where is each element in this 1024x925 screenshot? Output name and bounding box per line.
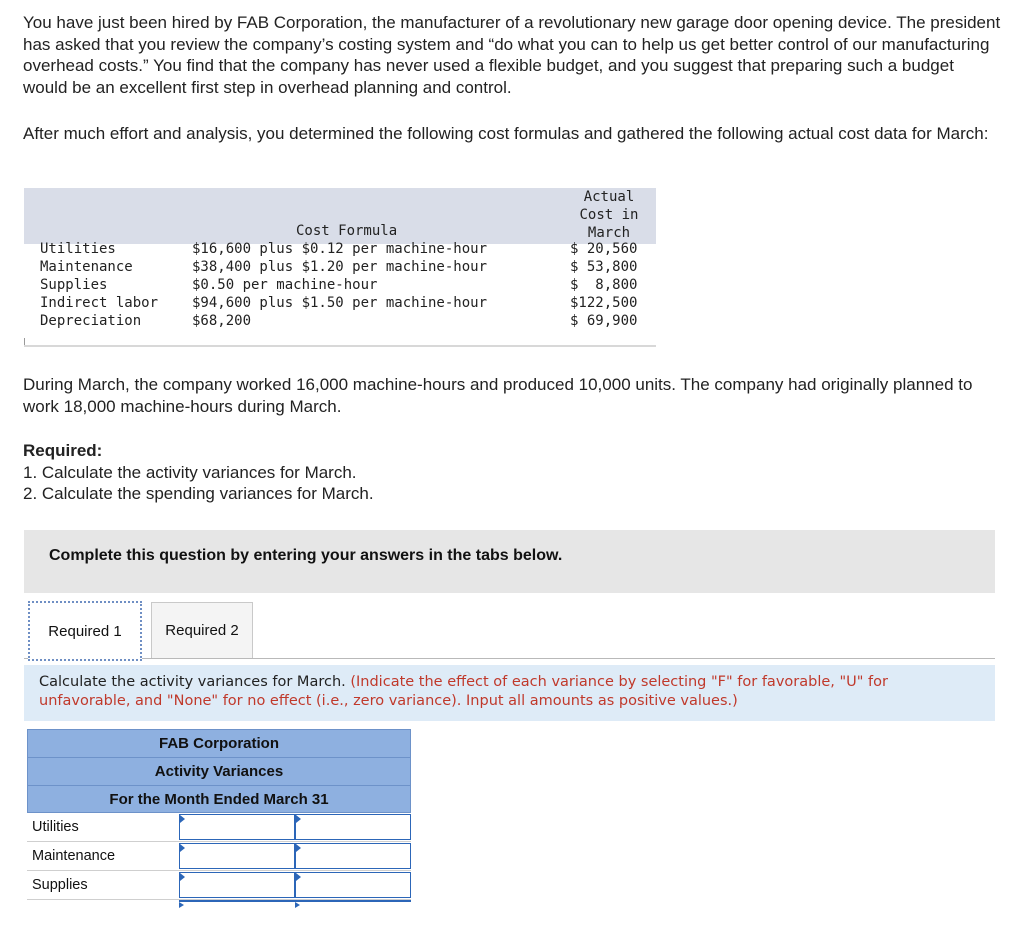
report-title-heading: Activity Variances xyxy=(27,757,411,785)
cost-data-table xyxy=(24,188,656,347)
cost-formula: $16,600 plus $0.12 per machine-hour xyxy=(192,241,488,257)
table-row xyxy=(27,871,411,900)
utilities-amount-input[interactable] xyxy=(179,814,295,840)
actual-cost: $ 20,560 xyxy=(570,241,638,257)
header-actual-line-2: Cost in xyxy=(579,207,639,223)
maintenance-amount-input[interactable] xyxy=(179,843,295,869)
table-row xyxy=(27,813,411,842)
next-row-amount-input[interactable] xyxy=(179,900,295,906)
instructions-bar xyxy=(24,530,995,593)
header-cost-formula: Cost Formula xyxy=(296,223,398,239)
input-marker-icon xyxy=(180,873,185,881)
next-row-effect-select[interactable] xyxy=(295,900,411,906)
actual-cost: $122,500 xyxy=(570,295,638,311)
cost-item: Utilities xyxy=(40,241,116,257)
input-marker-icon xyxy=(295,902,300,908)
prompt-note: (Indicate the effect of each variance by selecting "F" for favorable, "U" for unfavorable, and "None" for no effect (i.e., zero variance). Input all amounts as positive values.) xyxy=(39,674,888,709)
cost-formula: $68,200 xyxy=(192,313,252,329)
input-marker-icon xyxy=(180,844,185,852)
cost-item: Supplies xyxy=(40,277,108,293)
cost-item: Depreciation xyxy=(40,313,142,329)
row-label-supplies: Supplies xyxy=(32,877,88,893)
prompt-main: Calculate the activity variances for March. xyxy=(39,674,346,690)
tab-required-2[interactable]: Required 2 xyxy=(151,602,253,658)
utilities-effect-select[interactable] xyxy=(295,814,411,840)
table-row xyxy=(24,241,656,259)
cost-formula: $0.50 per machine-hour xyxy=(192,277,378,293)
actual-cost: $ 69,900 xyxy=(570,313,638,329)
header-actual-line-1: Actual xyxy=(583,189,635,205)
activity-variances-table xyxy=(27,729,411,906)
input-marker-icon xyxy=(180,815,185,823)
required-heading: Required: xyxy=(23,441,103,460)
row-label-utilities: Utilities xyxy=(32,819,79,835)
company-name-heading: FAB Corporation xyxy=(27,729,411,757)
cost-item: Indirect labor xyxy=(40,295,159,311)
actual-cost: $ 53,800 xyxy=(570,259,638,275)
tab-divider xyxy=(24,658,995,659)
table-row xyxy=(24,259,656,277)
header-actual-line-3: March xyxy=(587,225,631,241)
required-item-2: 2. Calculate the spending variances for March. xyxy=(23,484,374,503)
table-divider xyxy=(24,338,25,345)
required-section xyxy=(23,440,374,505)
input-marker-icon xyxy=(296,873,301,881)
question-prompt xyxy=(24,665,995,721)
maintenance-effect-select[interactable] xyxy=(295,843,411,869)
intro-paragraph: You have just been hired by FAB Corporation, the manufacturer of a revolutionary new garage door opening device. The president has asked that you review the company’s costing system and “do what you can to help us get better control of our manufacturing overhead costs.” You find that the company has never used a flexible budget, and you suggest that preparing such a budget would be an excellent first step in overhead planning and control. xyxy=(23,13,1001,97)
cost-item: Maintenance xyxy=(40,259,133,275)
table-row xyxy=(27,900,411,906)
row-label-maintenance: Maintenance xyxy=(32,848,116,864)
input-marker-icon xyxy=(179,902,184,908)
input-marker-icon xyxy=(296,815,301,823)
march-paragraph: During March, the company worked 16,000 machine-hours and produced 10,000 units. The company had originally planned to work 18,000 machine-hours during March. xyxy=(23,375,973,416)
required-item-1: 1. Calculate the activity variances for March. xyxy=(23,462,357,482)
table-row xyxy=(24,313,656,331)
cost-formula: $94,600 plus $1.50 per machine-hour xyxy=(192,295,488,311)
instructions-text: Complete this question by entering your answers in the tabs below. xyxy=(49,547,563,564)
cost-formula: $38,400 plus $1.20 per machine-hour xyxy=(192,259,488,275)
analysis-paragraph: After much effort and analysis, you determined the following cost formulas and gathered the following actual cost data for March: xyxy=(23,124,989,143)
tab-required-1[interactable]: Required 1 xyxy=(28,601,142,661)
table-row xyxy=(24,295,656,313)
actual-cost: $ 8,800 xyxy=(570,277,638,293)
input-marker-icon xyxy=(296,844,301,852)
supplies-effect-select[interactable] xyxy=(295,872,411,898)
table-row xyxy=(24,277,656,295)
supplies-amount-input[interactable] xyxy=(179,872,295,898)
table-row xyxy=(27,842,411,871)
period-heading: For the Month Ended March 31 xyxy=(27,785,411,813)
